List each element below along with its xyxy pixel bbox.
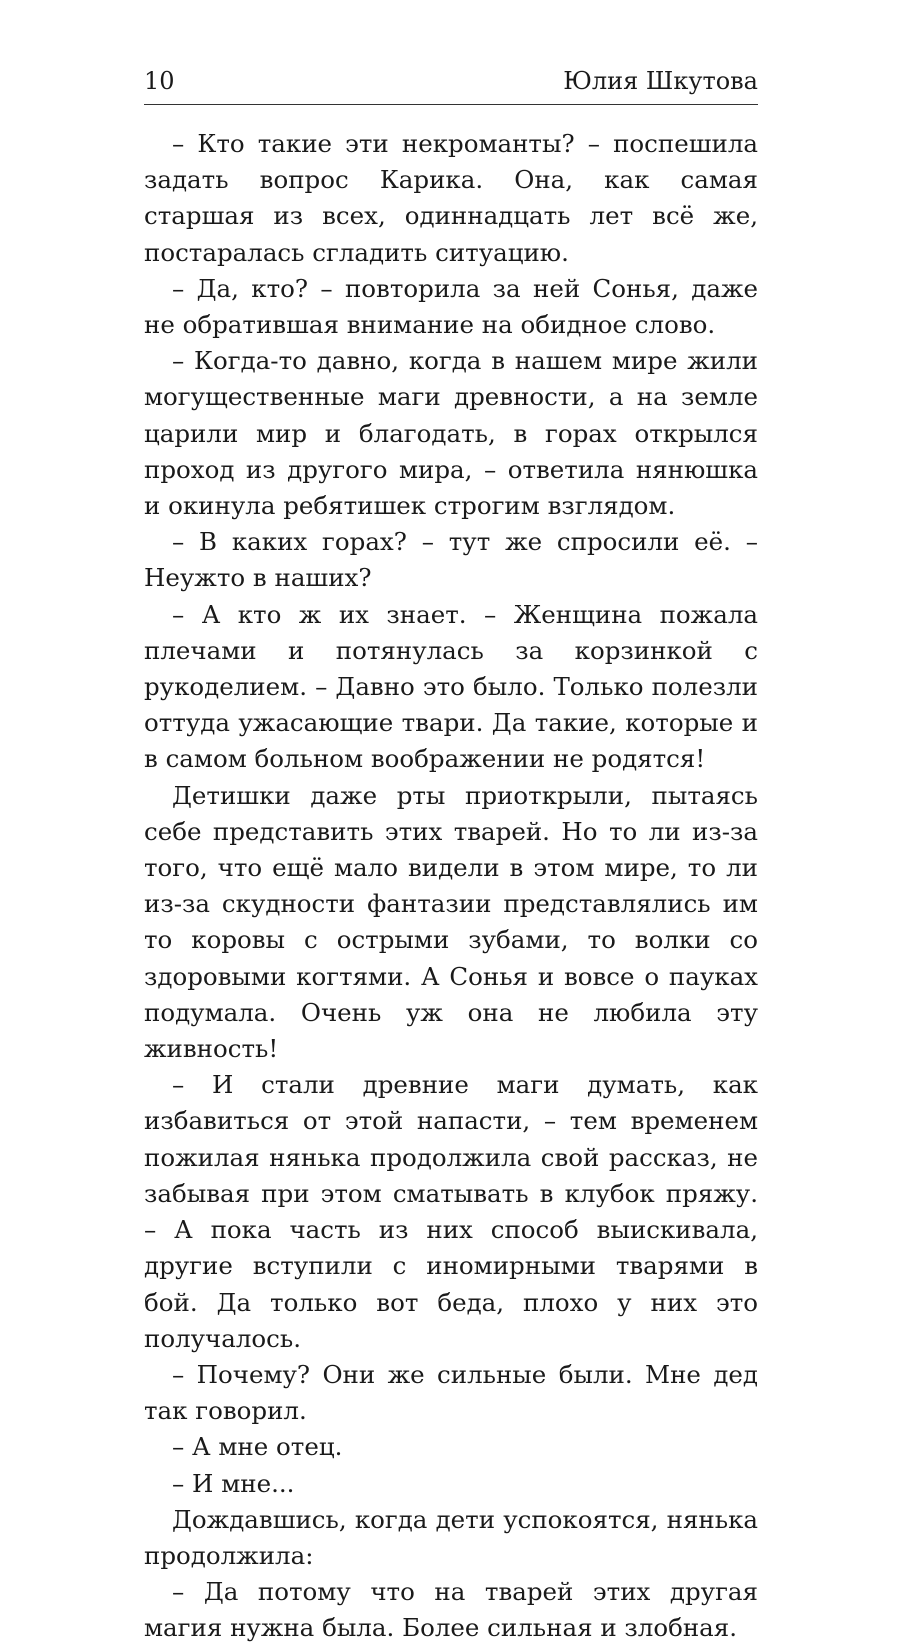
paragraph-5: – А кто ж их знает. – Женщина пожала плечами и потянулась за корзинкой с рукоделием. – Давно это было. Только полезли оттуда ужасающие твари. Да такие, которые и в самом больном воображении не родятся! (144, 599, 758, 774)
header-rule (144, 104, 758, 105)
paragraph-2: – Да, кто? – повторила за ней Сонья, даже не обратившая внимание на обидное слово. (144, 273, 758, 340)
paragraph-10: – И мне... (172, 1468, 295, 1498)
paragraph-12: – Да потому что на тварей этих другая магия нужна была. Более сильная и злобная. (144, 1577, 758, 1643)
paragraph-6: Детишки даже рты приоткрыли, пытаясь себе представить этих тварей. Но то ли из-за того, что ещё мало видели в этом мире, то ли из-за скудности фантазии представлялись им то коровы с острыми зубами, то волки со здоровыми когтями. А Сонья и вовсе о пауках подумала. Очень уж она не любила эту живность! (144, 780, 758, 1064)
paragraph-3: – Когда-то давно, когда в нашем мире жили могущественные маги древности, а на земле царили мир и благодать, в горах открылся проход из другого мира, – ответила нянюшка и окинула ребятишек строгим взглядом. (144, 346, 758, 521)
page-number: 10 (144, 67, 175, 95)
paragraph-1: – Кто такие эти некроманты? – поспешила задать вопрос Карика. Она, как самая старшая из всех, одиннадцать лет всё же, постаралась сгладить ситуацию. (144, 129, 758, 267)
page-header (144, 66, 758, 96)
running-head-author: Юлия Шкутова (563, 67, 758, 95)
paragraph-11: Дождавшись, когда дети успокоятся, нянька продолжила: (144, 1504, 758, 1570)
body-text (144, 126, 758, 1647)
paragraph-7: – И стали древние маги думать, как избавиться от этой напасти, – тем временем пожилая нянька продолжила свой рассказ, не забывая при этом сматывать в клубок пряжу. – А пока часть из них способ выискивала, другие вступили с иномирными тварями в бой. Да только вот беда, плохо у них это получалось. (144, 1070, 758, 1353)
paragraph-8: – Почему? Они же сильные были. Мне дед так говорил. (144, 1359, 758, 1426)
paragraph-4: – В каких горах? – тут же спросили её. – Неужто в наших? (144, 527, 758, 593)
paragraph-9: – А мне отец. (172, 1432, 343, 1462)
